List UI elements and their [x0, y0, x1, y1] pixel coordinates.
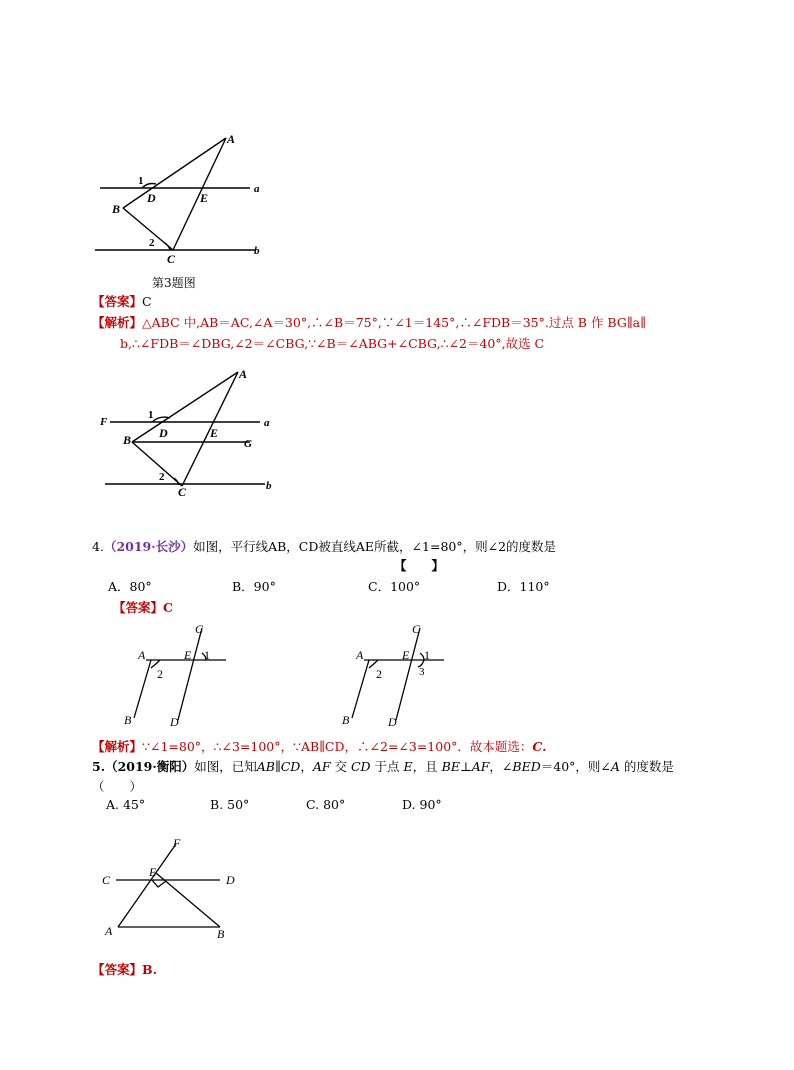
q4-answer	[113, 598, 173, 616]
question-source: （2019·衡阳）	[105, 759, 195, 774]
svg-text:C: C	[167, 252, 176, 266]
svg-text:A: A	[227, 132, 236, 146]
q3-analysis-line1	[92, 313, 646, 331]
stem-o: 的度数是	[619, 759, 674, 774]
figure-q3	[90, 128, 280, 268]
svg-text:D: D	[226, 873, 235, 887]
answer-tag: 【答案】	[92, 962, 143, 977]
svg-text:1: 1	[204, 648, 210, 662]
svg-text:3: 3	[419, 666, 425, 678]
stem-n: A	[610, 759, 620, 774]
q4-stem	[92, 537, 556, 555]
svg-text:G: G	[244, 438, 252, 450]
stem-k: ，∠	[489, 759, 513, 774]
svg-text:C: C	[102, 873, 111, 887]
svg-text:D: D	[159, 426, 168, 440]
svg-text:B: B	[217, 927, 225, 941]
svg-text:E: E	[210, 426, 219, 440]
q5-option-a: A. 45°	[106, 797, 146, 812]
q4-answer-bracket: 【 】	[394, 558, 445, 573]
svg-text:2: 2	[149, 237, 155, 249]
question-number: 5.	[92, 759, 106, 774]
q4-option-d: D．110°	[497, 579, 550, 594]
svg-text:E: E	[149, 865, 157, 879]
q5-option-b: B. 50°	[210, 797, 250, 812]
svg-text:A: A	[138, 648, 146, 662]
q5-stem	[92, 757, 674, 775]
svg-text:2: 2	[157, 667, 163, 681]
svg-text:B: B	[112, 202, 121, 216]
question-source: （2019·长沙）	[103, 539, 194, 554]
analysis-tag: 【解析】	[92, 739, 143, 754]
analysis-tag: 【解析】	[92, 315, 143, 330]
svg-text:D: D	[170, 715, 179, 729]
q4-option-b: B．90°	[232, 579, 276, 594]
analysis-end: C.	[532, 739, 547, 754]
q4-analysis	[92, 737, 547, 755]
svg-text:E: E	[200, 191, 209, 205]
q4-option-a: A．80°	[108, 579, 152, 594]
stem-l: BED	[512, 759, 541, 774]
stem-g: 于点	[370, 759, 404, 774]
stem-m: ＝40°，则∠	[540, 759, 611, 774]
q3-analysis-line2: b,∴∠FDB＝∠DBG,∠2＝∠CBG,∵∠B＝∠ABG+∠CBG,∴∠2＝40°,故选 C	[120, 336, 545, 351]
svg-text:C: C	[195, 622, 204, 636]
q3-answer	[92, 292, 152, 310]
analysis-text: ∵∠1=80°，∴∠3=100°，∵AB∥CD，∴∠2=∠3=100°．故本题选：	[142, 739, 533, 754]
stem-c: ，	[300, 759, 313, 774]
stem-h: E	[403, 759, 413, 774]
svg-text:A: A	[356, 648, 364, 662]
svg-text:B: B	[123, 433, 132, 447]
svg-text:C: C	[178, 485, 187, 499]
stem-d: AF	[312, 759, 331, 774]
stem-a: 如图，已知	[194, 759, 257, 774]
svg-text:E: E	[184, 648, 192, 662]
svg-text:a: a	[264, 417, 270, 429]
q4-option-c: C．100°	[368, 579, 421, 594]
svg-text:b: b	[266, 480, 272, 492]
answer-value: C	[142, 294, 152, 309]
svg-text:D: D	[147, 191, 156, 205]
svg-text:C: C	[412, 622, 421, 636]
stem-e: 交	[330, 759, 351, 774]
svg-text:1: 1	[138, 175, 144, 187]
q5-bracket: （ ）	[92, 779, 143, 794]
answer-value: B.	[142, 962, 157, 977]
q5-answer	[92, 960, 157, 978]
svg-text:B: B	[342, 713, 350, 727]
svg-text:A: A	[239, 367, 248, 381]
question-text: 如图，平行线AB，CD被直线AE所截，∠1=80°，则∠2的度数是	[193, 539, 557, 554]
figure-q3-solution	[90, 362, 290, 502]
answer-tag: 【答案】	[92, 294, 143, 309]
svg-text:A: A	[105, 924, 113, 938]
svg-text:1: 1	[148, 409, 154, 421]
analysis-text: △ABC 中,AB＝AC,∠A＝30°,∴∠B＝75°,∵∠1＝145°,∴∠FDB＝35°.过点 B 作 BG∥a∥	[142, 315, 646, 330]
svg-text:B: B	[124, 713, 132, 727]
figure-q4-left	[118, 620, 238, 730]
stem-i: ，且	[412, 759, 442, 774]
svg-text:F: F	[173, 836, 181, 850]
svg-text:2: 2	[376, 667, 382, 681]
svg-text:2: 2	[159, 471, 165, 483]
figure-caption: 第3题图	[152, 276, 196, 290]
q5-option-d: D. 90°	[402, 797, 442, 812]
stem-b: AB∥CD	[256, 759, 301, 774]
svg-text:a: a	[254, 183, 260, 195]
question-number: 4.	[92, 539, 104, 554]
answer-value: C	[163, 600, 173, 615]
svg-text:1: 1	[424, 648, 430, 662]
figure-q4-right	[336, 620, 456, 730]
svg-text:b: b	[254, 245, 260, 257]
svg-text:F: F	[100, 416, 108, 428]
stem-j: BE⊥AF	[441, 759, 490, 774]
figure-q5	[96, 834, 246, 944]
q5-option-c: C. 80°	[306, 797, 346, 812]
svg-text:D: D	[388, 715, 397, 729]
answer-tag: 【答案】	[113, 600, 164, 615]
svg-text:E: E	[402, 648, 410, 662]
stem-f: CD	[350, 759, 371, 774]
